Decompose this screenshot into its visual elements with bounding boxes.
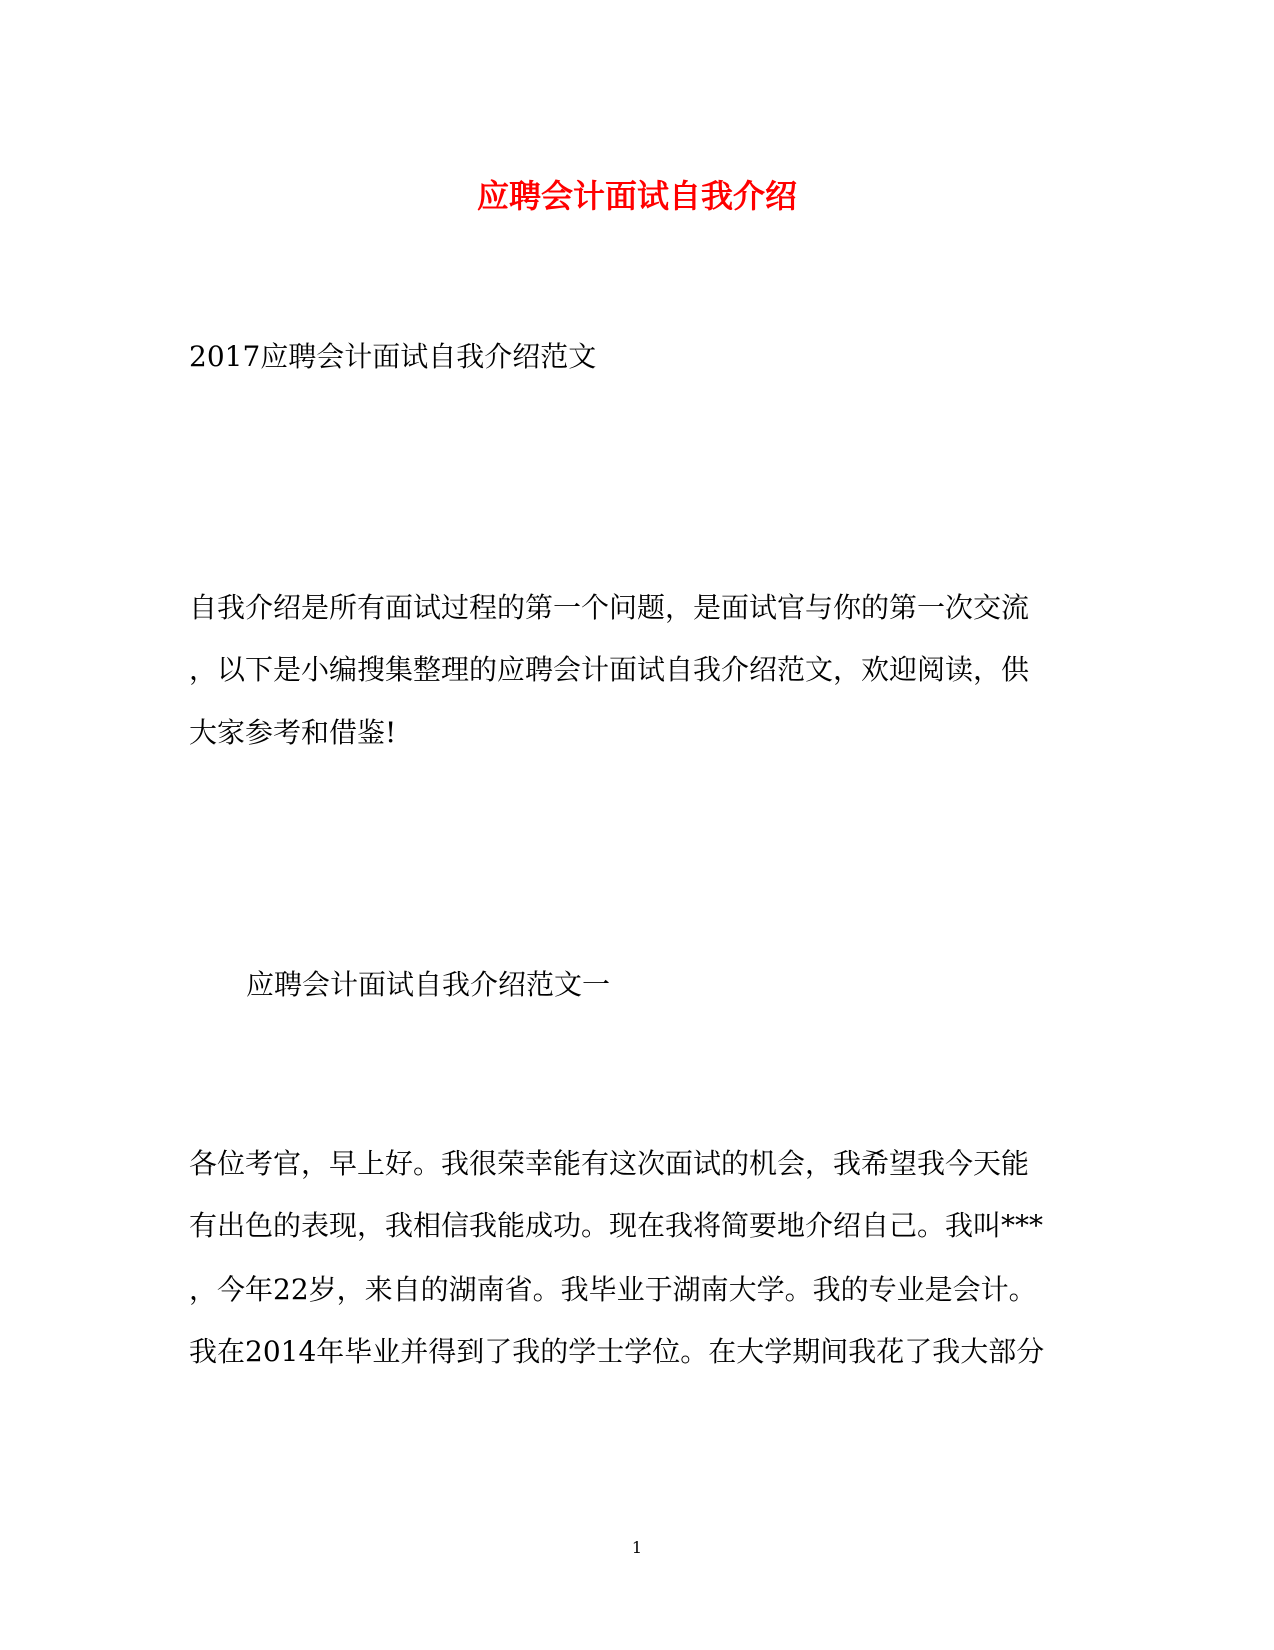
document-subtitle: 2017应聘会计面试自我介绍范文 — [189, 340, 597, 373]
body-line-1: 各位考官，早上好。我很荣幸能有这次面试的机会，我希望我今天能 — [189, 1147, 1030, 1180]
body-line-4: 我在2014年毕业并得到了我的学士学位。在大学期间我花了我大部分 — [189, 1335, 1045, 1368]
document-title: 应聘会计面试自我介绍 — [476, 177, 797, 215]
intro-line-2: ，以下是小编搜集整理的应聘会计面试自我介绍范文，欢迎阅读，供 — [189, 653, 1030, 686]
intro-line-3: 大家参考和借鉴! — [189, 716, 397, 749]
body-line-3: ，今年22岁，来自的湖南省。我毕业于湖南大学。我的专业是会计。 — [189, 1273, 1037, 1306]
section-heading: 应聘会计面试自我介绍范文一 — [246, 968, 611, 1001]
page-number: 1 — [631, 1538, 643, 1557]
body-line-2: 有出色的表现，我相信我能成功。现在我将简要地介绍自己。我叫*** — [189, 1209, 1044, 1242]
intro-line-1: 自我介绍是所有面试过程的第一个问题，是面试官与你的第一次交流 — [189, 591, 1030, 624]
